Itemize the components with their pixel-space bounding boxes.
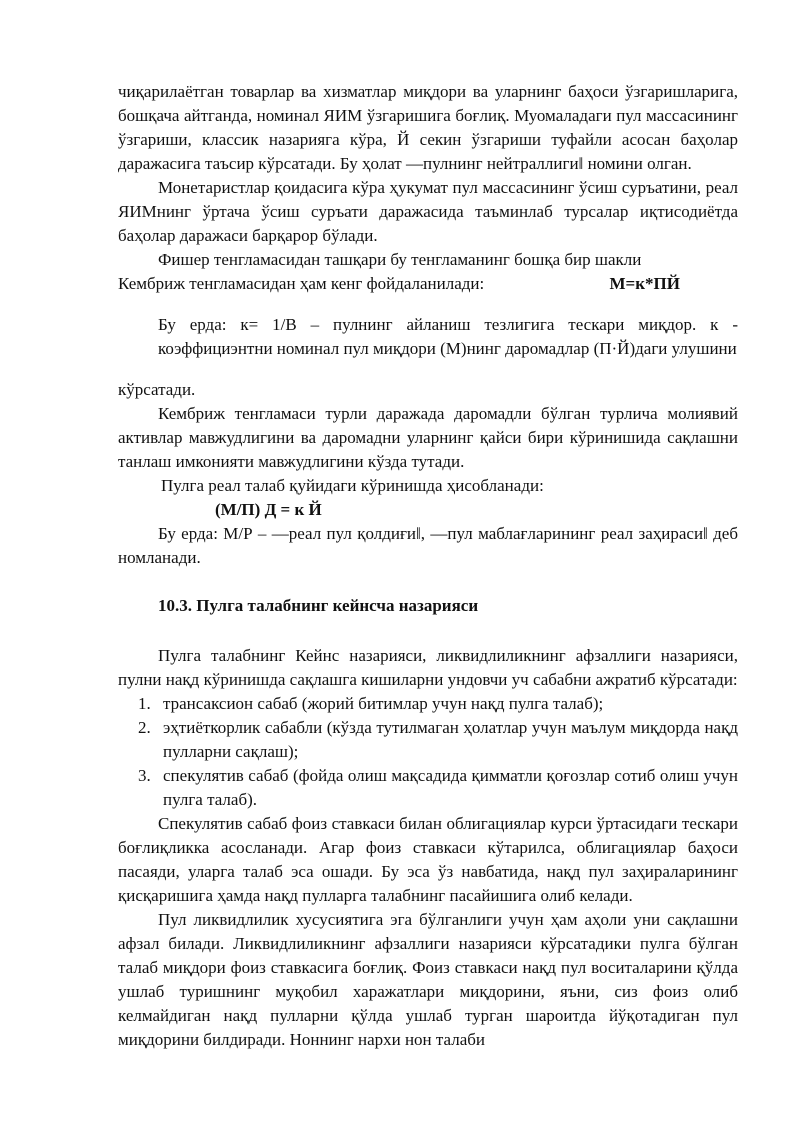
list-item-number: 1. xyxy=(138,694,151,713)
cambridge-equation-line xyxy=(118,272,738,296)
list-item-text: спекулятив сабаб (фойда олиш мақсадида қимматли қоғозлар сотиб олиш учун пулга талаб). xyxy=(163,766,738,809)
cambridge-formula: М=к*ПЙ xyxy=(609,274,680,293)
paragraph-speculative-motive: Спекулятив сабаб фоиз ставкаси билан облигациялар курси ўртасидаги тескари боғлиқликка асосланади. Агар фоиз ставкаси кўтарилса, облигациялар баҳоси пасаяди, уларга талаб эса ошади. Бу эса ўз навбатида, нақд пул заҳираларининг қисқаришига ҳамда нақд пулларга талабнинг пасайишига олиб келади. xyxy=(118,814,738,905)
formula-explanation: Бу ерда: к= 1/В – пулнинг айланиш тезлигига тескари миқдор. к - коэффициэнтни номинал пул миқдори (М)нинг даромадлар (П·Й)даги улушини xyxy=(158,315,738,358)
list-item xyxy=(118,716,738,764)
paragraph-liquidity: Пул ликвидлилик хусусиятига эга бўлганлиги учун ҳам аҳоли уни сақлашни афзал билади. Ликвидлиликнинг афзаллиги назарияси кўрсатадики пулга бўлган талаб миқдори фоиз ставкасига боғлиқ. Фоиз ставкаси нақд пул воситаларини қўлда ушлаб туришнинг муқобил харажатлари миқдорини, яъни, сиз фоиз олиб келмайдиган нақд пулларни қўлда ушлаб турган шароитда йўқотадиган пул миқдорини билдиради. Ноннинг нархи нон талаби xyxy=(118,910,738,1049)
paragraph-nominal-gdp: чиқарилаётган товарлар ва хизматлар миқдори ва уларнинг баҳоси ўзгаришларига, бошқача айтганда, номинал ЯИМ ўзгаришига боғлиқ. Муомаладаги пул массасининг ўзгариши, классик назарияга кўра, Й секин ўзгариши туфайли асосан баҳолар даражасига таъсир кўрсатади. Бу ҳолат ―пулнинг нейтраллиги‖ номини олган. xyxy=(118,82,738,173)
document-page xyxy=(118,80,738,1052)
formula-explanation-end: кўрсатади. xyxy=(118,380,196,399)
paragraph-cambridge-assets: Кембриж тенгламаси турли даражада даромадли бўлган турлича молиявий активлар мавжудлигини ва даромадни уларнинг қайси бири кўринишида сақлашни танлаш имконияти мавжудлигини кўзда тутади. xyxy=(118,404,738,471)
list-item xyxy=(118,692,738,716)
motives-list xyxy=(118,692,738,812)
real-demand-formula: (М/П) Д = к Й xyxy=(215,500,322,519)
section-heading: 10.3. Пулга талабнинг кейнсча назарияси xyxy=(158,596,479,615)
paragraph-real-demand: Пулга реал талаб қуйидаги кўринишда ҳисобланади: xyxy=(161,476,544,495)
paragraph-fisher-intro: Фишер тенгламасидан ташқари бу тенгламанинг бошқа бир шакли xyxy=(158,250,642,269)
paragraph-monetarist-rule: Монетаристлар қоидасига кўра ҳукумат пул массасининг ўсиш суръатини, реал ЯИМнинг ўртача ўсиш суръати даражасида таъминлаб турсалар иқтисодиётда баҳолар даражаси барқарор бўлади. xyxy=(118,178,738,245)
list-item-text: трансаксион сабаб (жорий битимлар учун нақд пулга талаб); xyxy=(163,694,604,713)
cambridge-intro-text: Кембриж тенгламасидан ҳам кенг фойдаланилади: xyxy=(118,274,485,293)
list-item-text: эҳтиёткорлик сабабли (кўзда тутилмаган ҳолатлар учун маълум миқдорда нақд пулларни сақлаш); xyxy=(163,718,738,761)
list-item-number: 2. xyxy=(138,718,151,737)
list-item-number: 3. xyxy=(138,766,151,785)
paragraph-keynes-theory: Пулга талабнинг Кейнс назарияси, ликвидлиликнинг афзаллиги назарияси, пулни нақд кўринишда сақлашга кишиларни ундовчи уч сабабни ажратиб кўрсатади: xyxy=(118,646,738,689)
paragraph-real-balance: Бу ерда: М/Р – ―реал пул қолдиғи‖, ―пул маблағларининг реал заҳираси‖ деб номланади. xyxy=(118,524,738,567)
list-item xyxy=(118,764,738,812)
